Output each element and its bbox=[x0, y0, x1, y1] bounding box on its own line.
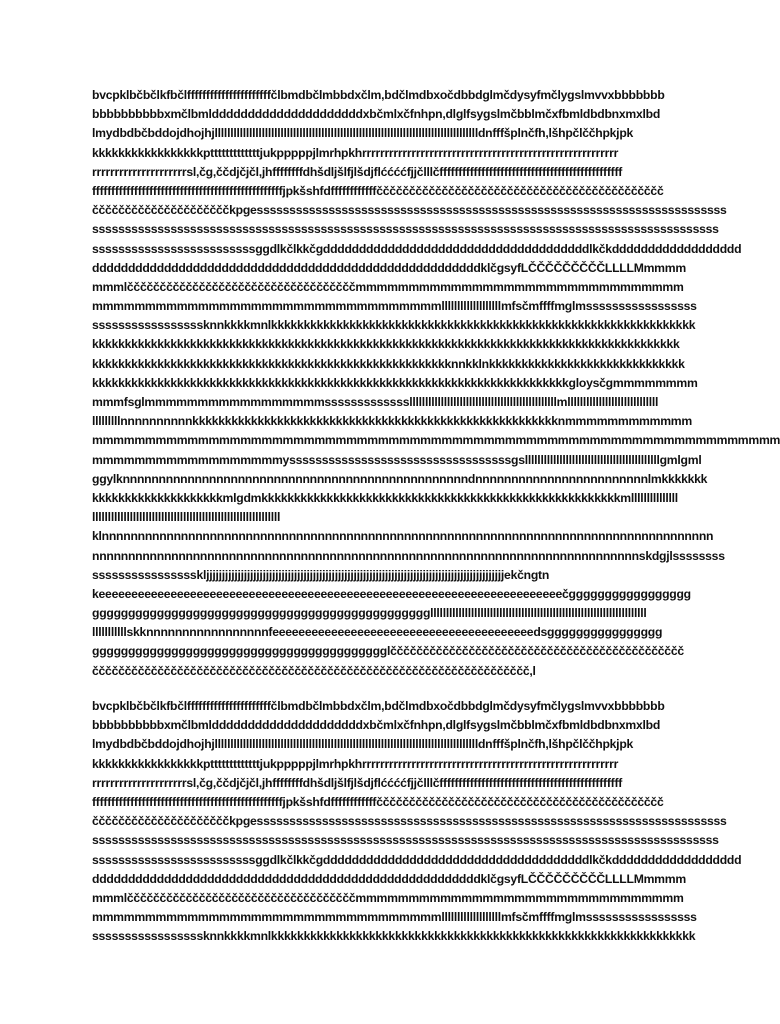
text-line: kkkkkkkkkkkkkkkkkptttttttttttttjukpppppjlmrhpkhrrrrrrrrrrrrrrrrrrrrrrrrrrrrrrrrrrrrrrrrrrrrrrrrrrrrrrrrr bbox=[92, 756, 619, 771]
text-line: mmmmmmmmmmmmmmmmmmmmmmmmmmmmmmmmmmmmmmmmmmmmmmmmmmmmmmmmmmmmmmmmm bbox=[92, 433, 780, 448]
text-line: sssssssssssssssssknnkkkkmnlkkkkkkkkkkkkkkkkkkkkkkkkkkkkkkkkkkkkkkkkkkkkkkkkkkkkkkkkkkkkkkkkk bbox=[92, 318, 696, 333]
text-line: kkkkkkkkkkkkkkkkkkkkkkkkkkkkkkkkkkkkkkkkkkkkkkkkkkkkkkknnkklnkkkkkkkkkkkkkkkkkkkkkkkkkkkkkk bbox=[92, 356, 685, 371]
text-line: mmmlčččččččččččččččččččččččččččččččččččmmmmmmmmmmmmmmmmmmmmmmmmmmmmmmm bbox=[92, 279, 684, 294]
text-line: kkkkkkkkkkkkkkkkkkkkkkkkkkkkkkkkkkkkkkkkkkkkkkkkkkkkkkkkkkkkkkkkkkkkkkkkkkkkkkkkkkkkkkkkkk bbox=[92, 337, 680, 352]
text-paragraph-1 bbox=[92, 86, 780, 681]
text-line: rrrrrrrrrrrrrrrrrrrrrsl,čg,ččdjčjčl,jhffffffffdhšdljšlfjlšdjflććććfjjčlllčffffffffffffffffffffffffffffffffffffffffffffffff bbox=[92, 164, 623, 179]
text-line: ssssssssssssssssssssssssssssssssssssssssssssssssssssssssssssssssssssssssssssssssssssssssssssssss bbox=[92, 833, 719, 848]
text-line: ddddddddddddddddddddddddddddddddddddddddddddddddddddddklčgsyfLČČČČČČČČČLLLLMmmmm bbox=[92, 871, 686, 886]
text-line: bvcpklbčbčlkfbčlffffffffffffffffffffffčlbmdbčlmbbdxčlm,bdčlmdbxočdbbdglmčdysyfmčlygslmvvxbbbbbbb bbox=[92, 699, 665, 713]
text-line: ggylknnnnnnnnnnnnnnnnnnnnnnnnnnnnnnnnnnnnnnnnnnnnnnnndnnnnnnnnnnnnnnnnnnnnnnnnlmkkkkkkk bbox=[92, 471, 708, 486]
text-line: sssssssssssssssssknnkkkkmnlkkkkkkkkkkkkkkkkkkkkkkkkkkkkkkkkkkkkkkkkkkkkkkkkkkkkkkkkkkkkkkkkk bbox=[92, 929, 696, 944]
text-line: bvcpklbčbčlkfbčlffffffffffffffffffffffčlbmdbčlmbbdxčlm,bdčlmdbxočdbbdglmčdysyfmčlygslmvvxbbbbbbb bbox=[92, 88, 665, 102]
text-line: mmmmmmmmmmmmmmmmmmyssssssssssssssssssssssssssssssssssgslllllllllllllllllllllllllllllllllllllllllllgmlgml bbox=[92, 452, 702, 467]
text-line: ggggggggggggggggggggggggggggggggggggggggglččččččččččččččččččččččččččččččččččččččččččččč bbox=[92, 644, 684, 659]
text-line: bbbbbbbbbbxmčlbmldddddddddddddddddddddxbčmlxčfnhpn,dlglfsygslmčbblmčxfbmldbdbnxmxlbd bbox=[92, 718, 661, 733]
text-paragraph-2 bbox=[92, 697, 742, 946]
text-line: čččččččččččččččččččččkpgessssssssssssssssssssssssssssssssssssssssssssssssssssssssssssssssssssssss bbox=[92, 814, 727, 829]
text-line: bbbbbbbbbbxmčlbmldddddddddddddddddddddxbčmlxčfnhpn,dlglfsygslmčbblmčxfbmldbdbnxmxlbd bbox=[92, 107, 661, 122]
text-line: mmmmmmmmmmmmmmmmmmmmmmmmmmmmmmmmmlllllllllllllllllllmfsčmffffmglmsssssssssssssssss bbox=[92, 299, 697, 314]
text-line: sssssssssssssssssssssssssggdlkčlkkčgdddddddddddddddddddddddddddddddddddddlkčkdddddddddddddddddd bbox=[92, 241, 742, 256]
text-line: ggggggggggggggggggggggggggggggggggggggggggggggglllllllllllllllllllllllllllllllllllllllllllllllllllllllllllllllllllll bbox=[92, 606, 647, 621]
text-line: nnnnnnnnnnnnnnnnnnnnnnnnnnnnnnnnnnnnnnnnnnnnnnnnnnnnnnnnnnnnnnnnnnnnnnnnnnnnskdgjlssssssss bbox=[92, 548, 725, 563]
text-line: mmmlčččččččččččččččččččččččččččččččččččmmmmmmmmmmmmmmmmmmmmmmmmmmmmmmm bbox=[92, 890, 684, 905]
text-line: lmydbdbčbddojdhojhjlllllllllllllllllllllllllllllllllllllllllllllllllllllllllllllllllllllllllllllllllllldnfffšplnčfh,lšhpčlččhpkjpk bbox=[92, 737, 634, 752]
text-line: mmmmmmmmmmmmmmmmmmmmmmmmmmmmmmmmmlllllllllllllllllllmfsčmffffmglmsssssssssssssssss bbox=[92, 910, 697, 925]
text-line: ffffffffffffffffffffffffffffffffffffffffffffffffffjpkšshfdffffffffffffčččččččččččččččččččččččččččččččččččččččččččč bbox=[92, 794, 664, 809]
text-line: lmydbdbčbddojdhojhjlllllllllllllllllllllllllllllllllllllllllllllllllllllllllllllllllllllllllllllllllllldnfffšplnčfh,lšhpčlččhpkjpk bbox=[92, 126, 634, 141]
text-line: keeeeeeeeeeeeeeeeeeeeeeeeeeeeeeeeeeeeeeeeeeeeeeeeeeeeeeeeeeeeeeeeeeeeeeečggggggggggggggggg bbox=[92, 586, 691, 601]
text-line: kkkkkkkkkkkkkkkkkptttttttttttttjukpppppjlmrhpkhrrrrrrrrrrrrrrrrrrrrrrrrrrrrrrrrrrrrrrrrrrrrrrrrrrrrrrrrr bbox=[92, 145, 619, 160]
text-line: rrrrrrrrrrrrrrrrrrrrrsl,čg,ččdjčjčl,jhffffffffdhšdljšlfjlšdjflććććfjjčlllčffffffffffffffffffffffffffffffffffffffffffffffff bbox=[92, 775, 623, 790]
text-line: llllllllllllllllllllllllllllllllllllllllllllllllllllllllllll bbox=[92, 510, 281, 525]
text-line: mmmfsglmmmmmmmmmmmmmmmmmssssssssssssslllllllllllllllllllllllllllllllllllllllllllllllmlllllllllllllllllllllllllllll bbox=[92, 395, 659, 409]
text-line: lllllllllnnnnnnnnnnkkkkkkkkkkkkkkkkkkkkkkkkkkkkkkkkkkkkkkkkkkkkkkkkkkkkkkkknmmmmmmmmmmmm bbox=[92, 414, 692, 429]
text-line: sssssssssssssssssssssssssggdlkčlkkčgdddddddddddddddddddddddddddddddddddddlkčkdddddddddddddddddd bbox=[92, 852, 742, 867]
text-line: lllllllllllskknnnnnnnnnnnnnnnnnfeeeeeeeeeeeeeeeeeeeeeeeeeeeeeeeeeeeeeeeedsgggggggggggggggg bbox=[92, 625, 663, 640]
text-line: kkkkkkkkkkkkkkkkkkkkmlgdmkkkkkkkkkkkkkkkkkkkkkkkkkkkkkkkkkkkkkkkkkkkkkkkkkkkkkkkmlllllllllllllll bbox=[92, 490, 678, 505]
text-line: ččččččččččččččččččččččččččččččččččččččččččččččččččččččččččččččččččč,l bbox=[92, 663, 536, 678]
text-line: sssssssssssssssskljjjjjjjjjjjjjjjjjjjjjjjjjjjjjjjjjjjjjjjjjjjjjjjjjjjjjjjjjjjjjjjjjjjjjjjjjjjjjjjjjjjjjjjjjjjjjjjekčngtn bbox=[92, 567, 550, 582]
text-line: ffffffffffffffffffffffffffffffffffffffffffffffffffjpkšshfdffffffffffffčččččččččččččččččččččččččččččččččččččččččččč bbox=[92, 183, 664, 198]
text-line: ssssssssssssssssssssssssssssssssssssssssssssssssssssssssssssssssssssssssssssssssssssssssssssssss bbox=[92, 222, 719, 237]
text-line: kkkkkkkkkkkkkkkkkkkkkkkkkkkkkkkkkkkkkkkkkkkkkkkkkkkkkkkkkkkkkkkkkkkkkkkkkgloysčgmmmmmmmm bbox=[92, 375, 698, 390]
text-line: klnnnnnnnnnnnnnnnnnnnnnnnnnnnnnnnnnnnnnnnnnnnnnnnnnnnnnnnnnnnnnnnnnnnnnnnnnnnnnnnnnnnnn bbox=[92, 529, 714, 544]
text-line: ddddddddddddddddddddddddddddddddddddddddddddddddddddddklčgsyfLČČČČČČČČČLLLLMmmmm bbox=[92, 260, 686, 275]
text-line: čččččččččččččččččččččkpgessssssssssssssssssssssssssssssssssssssssssssssssssssssssssssssssssssssss bbox=[92, 203, 727, 218]
